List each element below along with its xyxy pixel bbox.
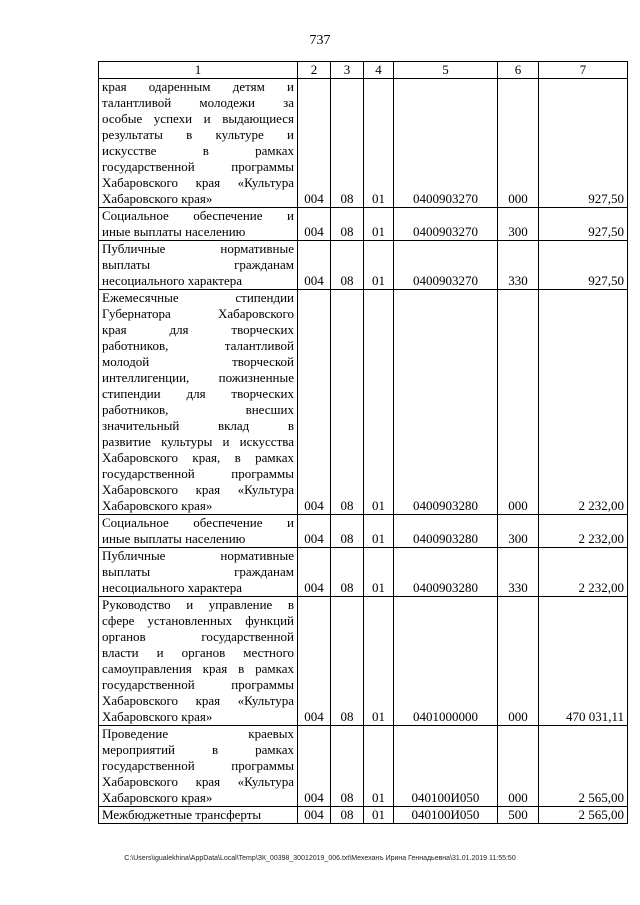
target-article-code-cell: 0400903280 [394, 290, 498, 515]
row-name-line: сфере установленных функций [102, 613, 294, 628]
subsection-code-cell: 01 [364, 515, 394, 548]
row-name-line: Проведение краевых [102, 726, 294, 741]
row-name-line: Хабаровского края «Культура [102, 693, 294, 708]
row-name-line: власти и органов местного [102, 645, 294, 660]
row-name-line: органов государственной [102, 629, 294, 644]
ministry-code-cell: 004 [298, 597, 331, 726]
table-row [99, 515, 628, 548]
row-name-line: иные выплаты населению [102, 531, 246, 546]
amount-cell: 927,50 [539, 208, 628, 241]
row-name-cell [99, 548, 298, 597]
file-path-footer: C:\Users\igualekhina\AppData\Local\Temp\ЗК_00398_30012019_006.txt\Мехеханъ Ирина Геннадьевна\31.01.2019 11:55:50 [124, 855, 516, 862]
row-name-cell [99, 241, 298, 290]
target-article-code-cell: 0400903280 [394, 515, 498, 548]
row-name-line: Губернатора Хабаровского [102, 306, 294, 321]
section-code-cell: 08 [331, 241, 364, 290]
row-name-line: Межбюджетные трансферты [102, 807, 262, 822]
row-name-line: самоуправления края в рамках [102, 661, 294, 676]
target-article-code-cell: 0401000000 [394, 597, 498, 726]
section-code-cell: 08 [331, 208, 364, 241]
row-name-line: интеллигенции, пожизненные [102, 370, 294, 385]
target-article-code-cell: 040100И050 [394, 726, 498, 807]
header-col-2: 2 [298, 62, 331, 79]
row-name-cell [99, 208, 298, 241]
row-name-line: Хабаровского края» [102, 191, 213, 206]
table-row [99, 807, 628, 824]
header-col-6: 6 [498, 62, 539, 79]
row-name-line: талантливой молодежи за [102, 95, 294, 110]
table-row [99, 241, 628, 290]
subsection-code-cell: 01 [364, 726, 394, 807]
row-name-line: государственной программы [102, 677, 294, 692]
ministry-code-cell: 004 [298, 515, 331, 548]
section-code-cell: 08 [331, 597, 364, 726]
row-name-line: выплаты гражданам [102, 257, 294, 272]
target-article-code-cell: 0400903270 [394, 208, 498, 241]
row-name-line: результаты в культуре и [102, 127, 294, 142]
row-name-line: мероприятий в рамках [102, 742, 294, 757]
ministry-code-cell: 004 [298, 208, 331, 241]
header-col-7: 7 [539, 62, 628, 79]
table-row [99, 726, 628, 807]
expense-type-code-cell: 000 [498, 597, 539, 726]
expense-type-code-cell: 000 [498, 79, 539, 208]
row-name-line: Хабаровского края «Культура [102, 774, 294, 789]
header-row [99, 62, 628, 79]
row-name-line: государственной программы [102, 159, 294, 174]
amount-cell: 470 031,11 [539, 597, 628, 726]
row-name-line: особые успехи и выдающиеся [102, 111, 294, 126]
row-name-cell [99, 515, 298, 548]
table-row [99, 79, 628, 208]
row-name-line: работников, талантливой [102, 338, 294, 353]
row-name-line: Хабаровского края, в рамках [102, 450, 294, 465]
expense-type-code-cell: 330 [498, 548, 539, 597]
ministry-code-cell: 004 [298, 290, 331, 515]
row-name-line: Руководство и управление в [102, 597, 294, 612]
subsection-code-cell: 01 [364, 807, 394, 824]
target-article-code-cell: 040100И050 [394, 807, 498, 824]
section-code-cell: 08 [331, 726, 364, 807]
amount-cell: 2 232,00 [539, 290, 628, 515]
ministry-code-cell: 004 [298, 79, 331, 208]
page-number: 737 [309, 33, 331, 48]
row-name-line: Ежемесячные стипендии [102, 290, 294, 305]
expense-type-code-cell: 300 [498, 208, 539, 241]
row-name-line: Хабаровского края «Культура [102, 175, 294, 190]
amount-cell: 2 565,00 [539, 807, 628, 824]
header-col-1: 1 [99, 62, 298, 79]
row-name-line: несоциального характера [102, 580, 242, 595]
budget-table [98, 61, 628, 824]
header-col-3: 3 [331, 62, 364, 79]
amount-cell: 927,50 [539, 79, 628, 208]
header-col-4: 4 [364, 62, 394, 79]
target-article-code-cell: 0400903270 [394, 79, 498, 208]
row-name-line: молодой творческой [102, 354, 294, 369]
row-name-line: работников, внесших [102, 402, 294, 417]
target-article-code-cell: 0400903270 [394, 241, 498, 290]
row-name-line: Социальное обеспечение и [102, 515, 294, 530]
section-code-cell: 08 [331, 515, 364, 548]
subsection-code-cell: 01 [364, 597, 394, 726]
subsection-code-cell: 01 [364, 79, 394, 208]
section-code-cell: 08 [331, 79, 364, 208]
row-name-cell [99, 807, 298, 824]
amount-cell: 2 232,00 [539, 515, 628, 548]
expense-type-code-cell: 000 [498, 290, 539, 515]
row-name-cell [99, 726, 298, 807]
ministry-code-cell: 004 [298, 548, 331, 597]
section-code-cell: 08 [331, 807, 364, 824]
row-name-line: значительный вклад в [102, 418, 294, 433]
row-name-cell [99, 79, 298, 208]
row-name-line: государственной программы [102, 758, 294, 773]
table-row [99, 208, 628, 241]
row-name-line: несоциального характера [102, 273, 242, 288]
row-name-line: Хабаровского края» [102, 790, 213, 805]
amount-cell: 2 232,00 [539, 548, 628, 597]
row-name-line: Хабаровского края» [102, 498, 213, 513]
row-name-line: Социальное обеспечение и [102, 208, 294, 223]
subsection-code-cell: 01 [364, 548, 394, 597]
subsection-code-cell: 01 [364, 208, 394, 241]
row-name-line: Хабаровского края «Культура [102, 482, 294, 497]
row-name-line: Хабаровского края» [102, 709, 213, 724]
subsection-code-cell: 01 [364, 241, 394, 290]
table-row [99, 290, 628, 515]
expense-type-code-cell: 330 [498, 241, 539, 290]
row-name-line: стипендии для творческих [102, 386, 294, 401]
table-row [99, 548, 628, 597]
row-name-line: края для творческих [102, 322, 294, 337]
expense-type-code-cell: 000 [498, 726, 539, 807]
row-name-line: искусстве в рамках [102, 143, 294, 158]
row-name-cell [99, 597, 298, 726]
row-name-line: иные выплаты населению [102, 224, 246, 239]
row-name-line: Публичные нормативные [102, 241, 294, 256]
row-name-line: государственной программы [102, 466, 294, 481]
section-code-cell: 08 [331, 548, 364, 597]
target-article-code-cell: 0400903280 [394, 548, 498, 597]
ministry-code-cell: 004 [298, 807, 331, 824]
header-col-5: 5 [394, 62, 498, 79]
expense-type-code-cell: 500 [498, 807, 539, 824]
amount-cell: 2 565,00 [539, 726, 628, 807]
ministry-code-cell: 004 [298, 726, 331, 807]
row-name-line: развитие культуры и искусства [102, 434, 294, 449]
row-name-cell [99, 290, 298, 515]
row-name-line: выплаты гражданам [102, 564, 294, 579]
row-name-line: Публичные нормативные [102, 548, 294, 563]
subsection-code-cell: 01 [364, 290, 394, 515]
table-row [99, 597, 628, 726]
row-name-line: края одаренным детям и [102, 79, 294, 94]
expense-type-code-cell: 300 [498, 515, 539, 548]
amount-cell: 927,50 [539, 241, 628, 290]
ministry-code-cell: 004 [298, 241, 331, 290]
section-code-cell: 08 [331, 290, 364, 515]
